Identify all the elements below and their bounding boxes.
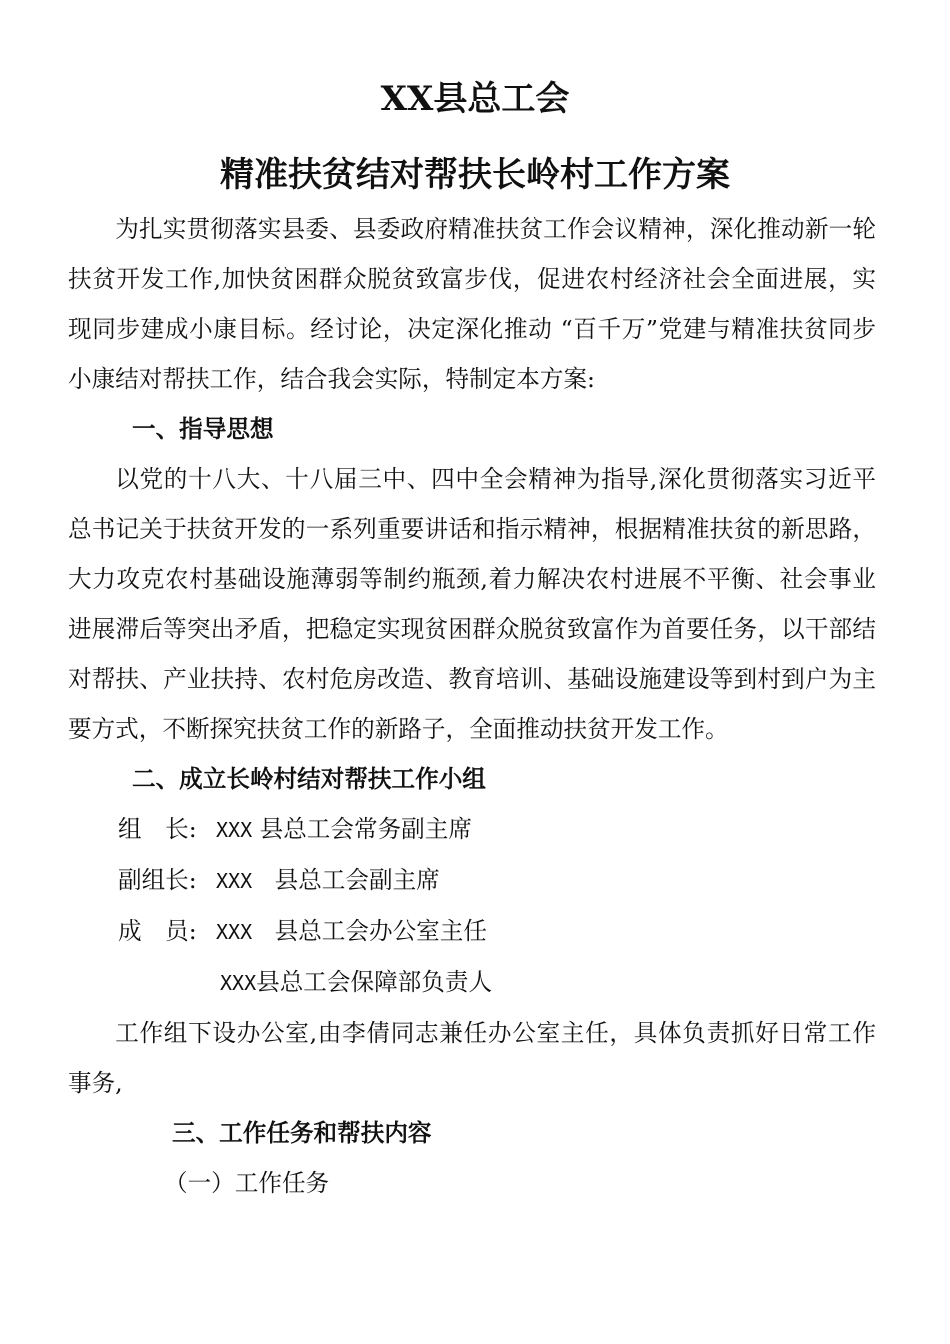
member-name: XXX (216, 818, 253, 842)
member-name: XXX (216, 920, 253, 944)
member-row-extra (68, 957, 876, 1008)
member-title: 县总工会办公室主任 (274, 917, 487, 945)
section-1-heading: 一、指导思想 (132, 415, 274, 443)
member-row-leader (68, 804, 876, 855)
document-title-org: XX县总工会 (380, 79, 570, 119)
member-title: 县总工会保障部负责人 (256, 968, 493, 996)
section-3-heading: 三、工作任务和帮扶内容 (172, 1119, 432, 1147)
member-row-member (68, 906, 876, 957)
member-row-deputy (68, 855, 876, 906)
section-1-paragraph: 以党的十八大、十八届三中、四中全会精神为指导,深化贯彻落实习近平总书记关于扶贫开发的一系列重要讲话和指示精神，根据精准扶贫的新思路，大力攻克农村基础设施薄弱等制约瓶颈,着力解决农村进展不平衡、社会事业进展滞后等突出矛盾，把稳定实现贫困群众脱贫致富作为首要任务，以干部结对帮扶、产业扶持、农村危房改造、教育培训、基础设施建设等到村到户为主要方式，不断探究扶贫工作的新路子，全面推动扶贫开发工作。 (68, 465, 876, 743)
member-title: 县总工会常务副主席 (259, 815, 472, 843)
intro-paragraph: 为扎实贯彻落实县委、县委政府精准扶贫工作会议精神，深化推动新一轮扶贫开发工作,加快贫困群众脱贫致富步伐，促进农村经济社会全面进展，实现同步建成小康目标。经讨论，决定深化推动 “百千万”党建与精准扶贫同步小康结对帮扶工作，结合我会实际，特制定本方案: (68, 215, 876, 393)
document-body (68, 204, 876, 1208)
document-title-plan: 精准扶贫结对帮扶长岭村工作方案 (220, 155, 730, 195)
member-title: 县总工会副主席 (274, 866, 440, 894)
office-note-paragraph: 工作组下设办公室,由李倩同志兼任办公室主任，具体负责抓好日常工作事务, (68, 1019, 876, 1097)
member-name: XXX (220, 971, 257, 995)
section-2-heading: 二、成立长岭村结对帮扶工作小组 (132, 765, 486, 793)
member-role: 副组长: (118, 866, 197, 894)
member-name: XXX (216, 869, 253, 893)
section-3-subheading: （一）工作任务 (164, 1169, 330, 1197)
member-role: 组 长: (118, 815, 197, 843)
member-role: 成 员: (118, 917, 197, 945)
